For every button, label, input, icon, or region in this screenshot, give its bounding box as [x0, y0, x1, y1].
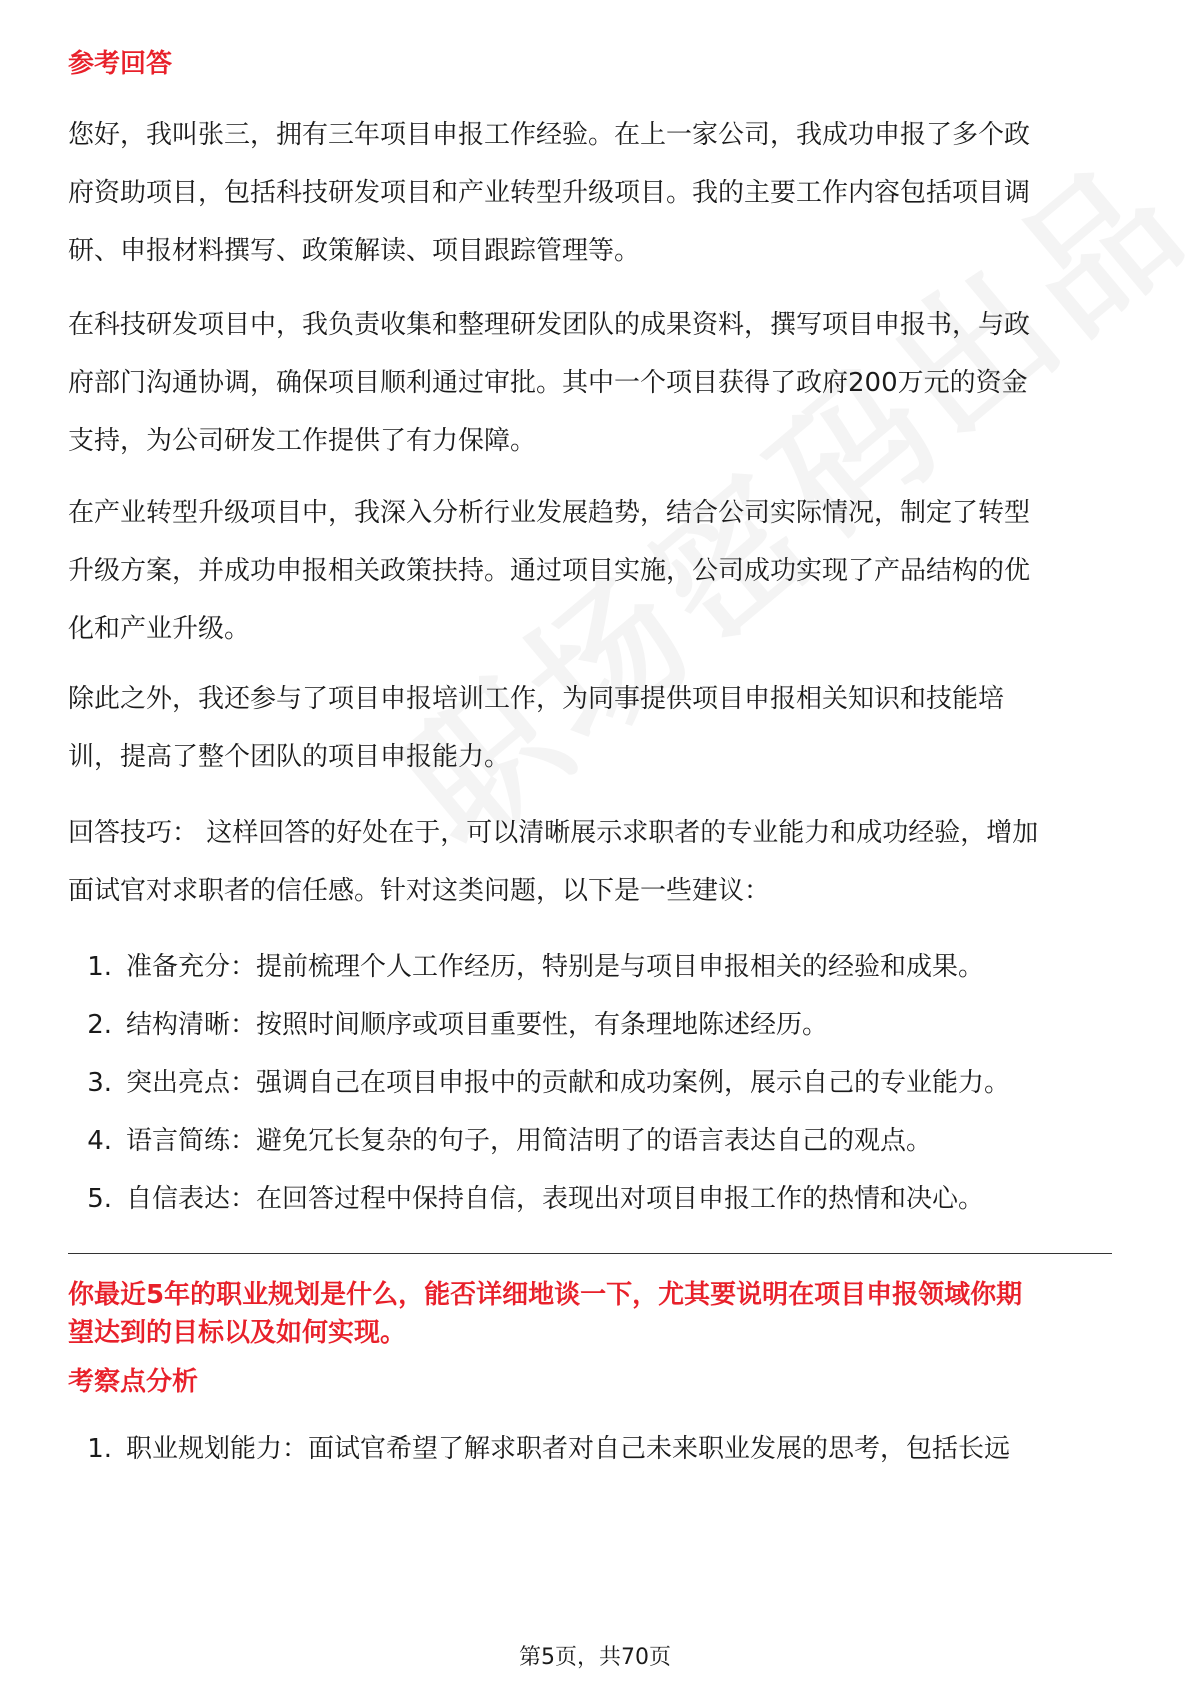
analysis-list: [60, 1420, 1050, 1478]
reference-answer-title: 参考回答: [68, 49, 173, 79]
answer-tips-intro: 回答技巧： 这样回答的好处在于，可以清晰展示求职者的专业能力和成功经验，增加面试官对求职者的信任感。针对这类问题，以下是一些建议：: [68, 818, 1039, 906]
list-item: 4. 语言简练：避免冗长复杂的句子，用简洁明了的语言表达自己的观点。: [87, 1126, 933, 1156]
section-divider: [68, 1253, 1112, 1254]
answer-paragraph-3: 在产业转型升级项目中，我深入分析行业发展趋势，结合公司实际情况，制定了转型升级方案，并成功申报相关政策扶持。通过项目实施，公司成功实现了产品结构的优化和产业升级。: [68, 498, 1031, 644]
tips-list: [60, 938, 1050, 1228]
list-item: 2. 结构清晰：按照时间顺序或项目重要性，有条理地陈述经历。: [87, 1010, 829, 1040]
analysis-title: 考察点分析: [68, 1367, 199, 1397]
list-item: 5. 自信表达：在回答过程中保持自信，表现出对项目申报工作的热情和决心。: [87, 1184, 985, 1214]
answer-paragraph-4: 除此之外，我还参与了项目申报培训工作，为同事提供项目申报相关知识和技能培训，提高了整个团队的项目申报能力。: [68, 684, 1005, 772]
list-item: 1. 职业规划能力：面试官希望了解求职者对自己未来职业发展的思考，包括长远: [87, 1434, 1011, 1464]
answer-paragraph-2: 在科技研发项目中，我负责收集和整理研发团队的成果资料，撰写项目申报书，与政府部门沟通协调，确保项目顺利通过审批。其中一个项目获得了政府200万元的资金支持，为公司研发工作提供了有力保障。: [68, 310, 1031, 456]
next-question: 你最近5年的职业规划是什么，能否详细地谈一下，尤其要说明在项目申报领域你期望达到的目标以及如何实现。: [68, 1280, 1023, 1348]
list-item: 3. 突出亮点：强调自己在项目申报中的贡献和成功案例，展示自己的专业能力。: [87, 1068, 1011, 1098]
answer-paragraph-1: 您好，我叫张三，拥有三年项目申报工作经验。在上一家公司，我成功申报了多个政府资助项目，包括科技研发项目和产业转型升级项目。我的主要工作内容包括项目调研、申报材料撰写、政策解读、项目跟踪管理等。: [68, 120, 1031, 266]
list-item: 1. 准备充分：提前梳理个人工作经历，特别是与项目申报相关的经验和成果。: [87, 952, 985, 982]
page-footer: 第5页，共70页: [519, 1645, 671, 1670]
